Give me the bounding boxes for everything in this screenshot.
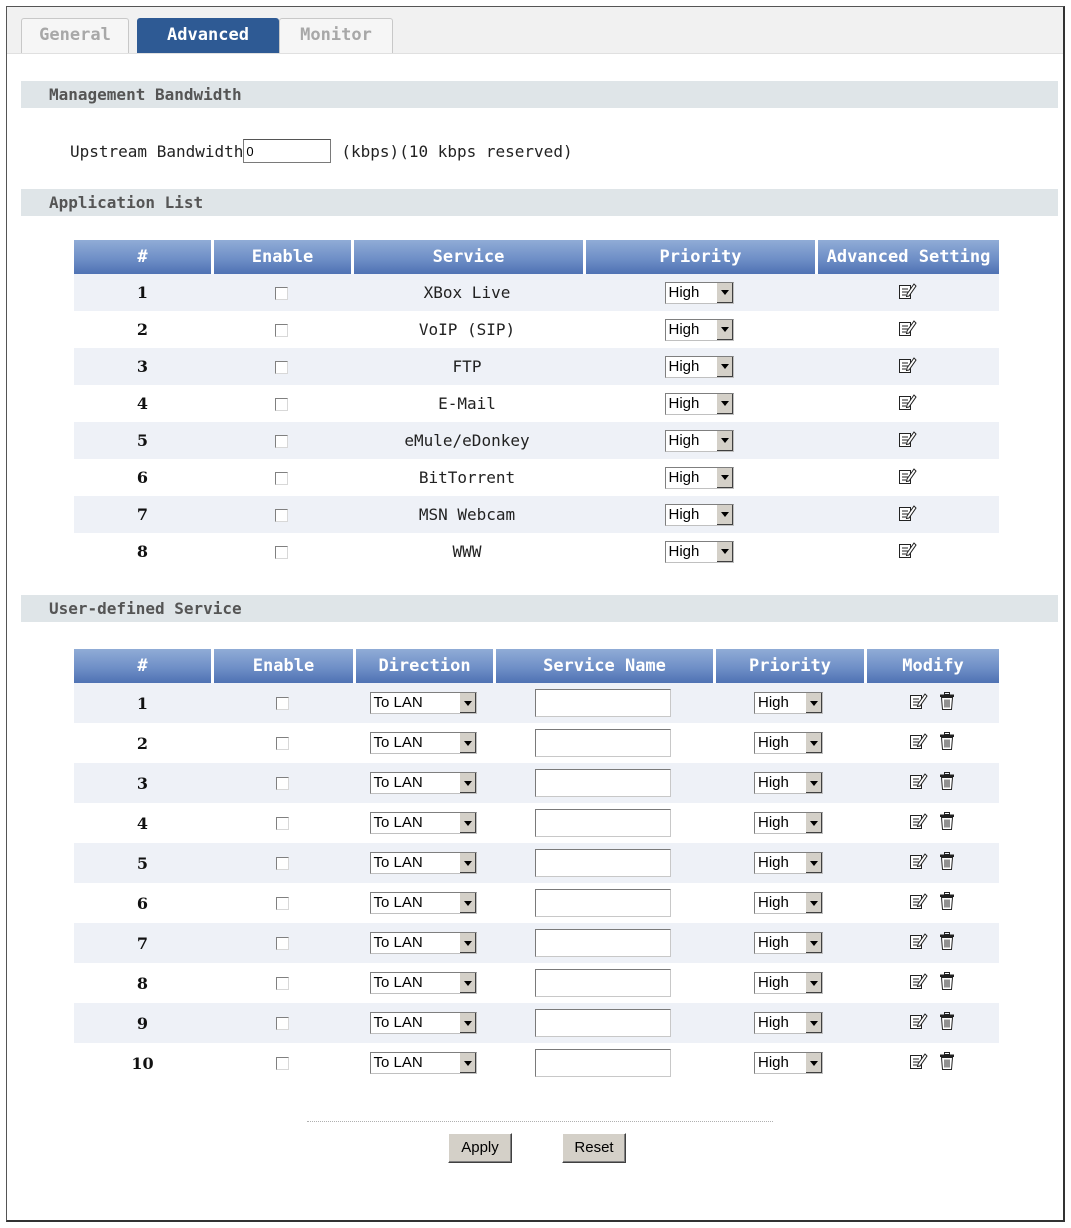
edit-icon[interactable] bbox=[897, 281, 917, 305]
row-number: 1 bbox=[136, 693, 149, 713]
direction-select[interactable] bbox=[370, 772, 477, 794]
edit-icon[interactable] bbox=[897, 503, 917, 527]
enable-checkbox[interactable] bbox=[276, 1057, 289, 1070]
table-row bbox=[74, 1043, 999, 1083]
priority-select-value: High bbox=[758, 734, 789, 751]
application-list-header bbox=[74, 240, 999, 274]
direction-select[interactable] bbox=[370, 892, 477, 914]
priority-select-value: High bbox=[758, 694, 789, 711]
edit-icon[interactable] bbox=[908, 771, 928, 795]
chevron-down-icon[interactable] bbox=[805, 813, 822, 833]
direction-select-value: To LAN bbox=[373, 814, 423, 831]
table-row bbox=[74, 459, 999, 496]
row-number: 5 bbox=[136, 431, 149, 450]
chevron-down-icon[interactable] bbox=[459, 973, 476, 993]
row-number: 4 bbox=[136, 813, 149, 833]
chevron-down-icon[interactable] bbox=[805, 693, 822, 713]
direction-select-value: To LAN bbox=[373, 934, 423, 951]
reset-button[interactable]: Reset bbox=[562, 1133, 626, 1163]
service-name: E-Mail bbox=[438, 394, 496, 413]
enable-checkbox[interactable] bbox=[275, 398, 288, 411]
table-row bbox=[74, 803, 999, 843]
enable-checkbox[interactable] bbox=[276, 897, 289, 910]
chevron-down-icon[interactable] bbox=[716, 468, 733, 488]
priority-select[interactable] bbox=[754, 692, 823, 714]
service-name-input[interactable] bbox=[535, 809, 671, 837]
service-name: VoIP (SIP) bbox=[418, 320, 516, 339]
col-number: # bbox=[74, 240, 211, 274]
priority-select-value: High bbox=[758, 934, 789, 951]
service-name: XBox Live bbox=[423, 283, 511, 302]
col-modify: Modify bbox=[864, 649, 999, 683]
priority-select-value: High bbox=[758, 974, 789, 991]
tab-general[interactable]: General bbox=[21, 18, 129, 53]
trash-icon[interactable] bbox=[938, 891, 956, 915]
chevron-down-icon[interactable] bbox=[459, 933, 476, 953]
table-row bbox=[74, 843, 999, 883]
priority-select[interactable] bbox=[665, 282, 734, 304]
section-application-list: Application List bbox=[21, 189, 1058, 216]
priority-select[interactable] bbox=[665, 504, 734, 526]
priority-select-value: High bbox=[758, 1054, 789, 1071]
enable-checkbox[interactable] bbox=[275, 287, 288, 300]
row-number: 5 bbox=[136, 853, 149, 873]
col-enable: Enable bbox=[211, 240, 351, 274]
col-priority: Priority bbox=[713, 649, 864, 683]
enable-checkbox[interactable] bbox=[276, 1017, 289, 1030]
row-number: 7 bbox=[136, 505, 149, 524]
col-number: # bbox=[74, 649, 211, 683]
edit-icon[interactable] bbox=[908, 891, 928, 915]
row-number: 3 bbox=[136, 357, 149, 376]
service-name: WWW bbox=[452, 542, 482, 561]
priority-select[interactable] bbox=[754, 852, 823, 874]
tab-monitor[interactable]: Monitor bbox=[279, 18, 393, 53]
enable-checkbox[interactable] bbox=[276, 937, 289, 950]
enable-checkbox[interactable] bbox=[276, 817, 289, 830]
enable-checkbox[interactable] bbox=[276, 777, 289, 790]
row-number: 8 bbox=[136, 973, 149, 993]
chevron-down-icon[interactable] bbox=[459, 773, 476, 793]
chevron-down-icon[interactable] bbox=[459, 853, 476, 873]
priority-select-value: High bbox=[758, 774, 789, 791]
direction-select[interactable] bbox=[370, 812, 477, 834]
chevron-down-icon[interactable] bbox=[716, 505, 733, 525]
trash-icon[interactable] bbox=[938, 1051, 956, 1075]
priority-select[interactable] bbox=[754, 892, 823, 914]
table-row bbox=[74, 533, 999, 570]
priority-select[interactable] bbox=[754, 772, 823, 794]
col-service-name: Service Name bbox=[493, 649, 713, 683]
row-number: 10 bbox=[131, 1053, 154, 1073]
table-row bbox=[74, 923, 999, 963]
enable-checkbox[interactable] bbox=[276, 977, 289, 990]
service-name-input[interactable] bbox=[535, 889, 671, 917]
service-name: BitTorrent bbox=[418, 468, 516, 487]
priority-select[interactable] bbox=[754, 932, 823, 954]
enable-checkbox[interactable] bbox=[276, 737, 289, 750]
priority-select-value: High bbox=[668, 542, 700, 560]
service-name-input[interactable] bbox=[535, 729, 671, 757]
chevron-down-icon[interactable] bbox=[805, 1053, 822, 1073]
service-name-input[interactable] bbox=[535, 689, 671, 717]
trash-icon[interactable] bbox=[938, 971, 956, 995]
priority-select-value: High bbox=[668, 357, 700, 375]
user-defined-service-table bbox=[74, 649, 999, 1083]
col-advanced-setting: Advanced Setting bbox=[815, 240, 999, 274]
priority-select[interactable] bbox=[665, 467, 734, 489]
priority-select-value: High bbox=[668, 505, 700, 523]
edit-icon[interactable] bbox=[908, 811, 928, 835]
row-number: 1 bbox=[136, 283, 149, 302]
col-enable: Enable bbox=[211, 649, 353, 683]
table-row bbox=[74, 348, 999, 385]
direction-select[interactable] bbox=[370, 1012, 477, 1034]
direction-select-value: To LAN bbox=[373, 734, 423, 751]
chevron-down-icon[interactable] bbox=[716, 394, 733, 414]
service-name: FTP bbox=[452, 357, 482, 376]
priority-select-value: High bbox=[668, 394, 700, 412]
service-name-input[interactable] bbox=[535, 849, 671, 877]
enable-checkbox[interactable] bbox=[275, 324, 288, 337]
chevron-down-icon[interactable] bbox=[716, 431, 733, 451]
enable-checkbox[interactable] bbox=[275, 361, 288, 374]
chevron-down-icon[interactable] bbox=[716, 283, 733, 303]
col-direction: Direction bbox=[353, 649, 493, 683]
enable-checkbox[interactable] bbox=[276, 857, 289, 870]
direction-select[interactable] bbox=[370, 852, 477, 874]
enable-checkbox[interactable] bbox=[275, 509, 288, 522]
service-name: eMule/eDonkey bbox=[404, 431, 530, 450]
direction-select-value: To LAN bbox=[373, 854, 423, 871]
user-defined-header bbox=[74, 649, 999, 683]
chevron-down-icon[interactable] bbox=[805, 973, 822, 993]
section-user-defined-service: User-defined Service bbox=[21, 595, 1058, 622]
priority-select[interactable] bbox=[665, 393, 734, 415]
service-name-input[interactable] bbox=[535, 929, 671, 957]
chevron-down-icon[interactable] bbox=[716, 542, 733, 562]
chevron-down-icon[interactable] bbox=[716, 357, 733, 377]
chevron-down-icon[interactable] bbox=[805, 893, 822, 913]
direction-select[interactable] bbox=[370, 932, 477, 954]
col-service: Service bbox=[351, 240, 583, 274]
direction-select-value: To LAN bbox=[373, 894, 423, 911]
upstream-bandwidth-label: Upstream Bandwidth bbox=[70, 141, 244, 161]
priority-select[interactable] bbox=[665, 541, 734, 563]
trash-icon[interactable] bbox=[938, 811, 956, 835]
tab-bar bbox=[7, 7, 1063, 54]
chevron-down-icon[interactable] bbox=[805, 773, 822, 793]
direction-select[interactable] bbox=[370, 692, 477, 714]
trash-icon[interactable] bbox=[938, 731, 956, 755]
direction-select-value: To LAN bbox=[373, 774, 423, 791]
priority-select-value: High bbox=[758, 894, 789, 911]
priority-select-value: High bbox=[758, 814, 789, 831]
application-list-table bbox=[74, 240, 999, 570]
enable-checkbox[interactable] bbox=[275, 435, 288, 448]
priority-select-value: High bbox=[758, 854, 789, 871]
table-row bbox=[74, 422, 999, 459]
table-row bbox=[74, 683, 999, 723]
qos-panel bbox=[6, 6, 1065, 1222]
row-number: 3 bbox=[136, 773, 149, 793]
chevron-down-icon[interactable] bbox=[805, 853, 822, 873]
table-row bbox=[74, 763, 999, 803]
chevron-down-icon[interactable] bbox=[459, 693, 476, 713]
edit-icon[interactable] bbox=[908, 851, 928, 875]
table-row bbox=[74, 883, 999, 923]
enable-checkbox[interactable] bbox=[275, 546, 288, 559]
service-name-input[interactable] bbox=[535, 1009, 671, 1037]
edit-icon[interactable] bbox=[908, 971, 928, 995]
upstream-bandwidth-row bbox=[70, 137, 573, 165]
edit-icon[interactable] bbox=[908, 731, 928, 755]
edit-icon[interactable] bbox=[897, 392, 917, 416]
chevron-down-icon[interactable] bbox=[459, 893, 476, 913]
direction-select[interactable] bbox=[370, 972, 477, 994]
service-name: MSN Webcam bbox=[418, 505, 516, 524]
edit-icon[interactable] bbox=[897, 540, 917, 564]
row-number: 9 bbox=[136, 1013, 149, 1033]
divider bbox=[307, 1121, 773, 1122]
service-name-input[interactable] bbox=[535, 769, 671, 797]
edit-icon[interactable] bbox=[908, 691, 928, 715]
trash-icon[interactable] bbox=[938, 1011, 956, 1035]
chevron-down-icon[interactable] bbox=[459, 1013, 476, 1033]
table-row bbox=[74, 311, 999, 348]
section-management-bandwidth: Management Bandwidth bbox=[21, 81, 1058, 108]
row-number: 7 bbox=[136, 933, 149, 953]
priority-select-value: High bbox=[668, 431, 700, 449]
direction-select-value: To LAN bbox=[373, 1014, 423, 1031]
edit-icon[interactable] bbox=[908, 1011, 928, 1035]
priority-select[interactable] bbox=[665, 319, 734, 341]
table-row bbox=[74, 496, 999, 533]
edit-icon[interactable] bbox=[897, 429, 917, 453]
row-number: 2 bbox=[136, 320, 149, 339]
table-row bbox=[74, 385, 999, 422]
service-name-input[interactable] bbox=[535, 1049, 671, 1077]
chevron-down-icon[interactable] bbox=[459, 733, 476, 753]
upstream-unit-note: (kbps)(10 kbps reserved) bbox=[341, 141, 573, 161]
edit-icon[interactable] bbox=[908, 931, 928, 955]
direction-select[interactable] bbox=[370, 732, 477, 754]
table-row bbox=[74, 274, 999, 311]
chevron-down-icon[interactable] bbox=[805, 1013, 822, 1033]
priority-select[interactable] bbox=[754, 812, 823, 834]
edit-icon[interactable] bbox=[897, 355, 917, 379]
trash-icon[interactable] bbox=[938, 771, 956, 795]
trash-icon[interactable] bbox=[938, 931, 956, 955]
enable-checkbox[interactable] bbox=[276, 697, 289, 710]
service-name-input[interactable] bbox=[535, 969, 671, 997]
priority-select-value: High bbox=[758, 1014, 789, 1031]
row-number: 4 bbox=[136, 394, 149, 413]
priority-select[interactable] bbox=[754, 1012, 823, 1034]
apply-button[interactable]: Apply bbox=[448, 1133, 512, 1163]
row-number: 8 bbox=[136, 542, 149, 561]
edit-icon[interactable] bbox=[908, 1051, 928, 1075]
priority-select[interactable] bbox=[665, 430, 734, 452]
direction-select-value: To LAN bbox=[373, 974, 423, 991]
trash-icon[interactable] bbox=[938, 851, 956, 875]
table-row bbox=[74, 723, 999, 763]
priority-select-value: High bbox=[668, 320, 700, 338]
tab-advanced[interactable]: Advanced bbox=[137, 18, 279, 53]
priority-select-value: High bbox=[668, 283, 700, 301]
direction-select-value: To LAN bbox=[373, 1054, 423, 1071]
edit-icon[interactable] bbox=[897, 318, 917, 342]
priority-select[interactable] bbox=[754, 732, 823, 754]
direction-select[interactable] bbox=[370, 1052, 477, 1074]
chevron-down-icon[interactable] bbox=[716, 320, 733, 340]
table-row bbox=[74, 1003, 999, 1043]
enable-checkbox[interactable] bbox=[275, 472, 288, 485]
table-row bbox=[74, 963, 999, 1003]
priority-select-value: High bbox=[668, 468, 700, 486]
edit-icon[interactable] bbox=[897, 466, 917, 490]
chevron-down-icon[interactable] bbox=[805, 933, 822, 953]
row-number: 6 bbox=[136, 468, 149, 487]
chevron-down-icon[interactable] bbox=[805, 733, 822, 753]
row-number: 6 bbox=[136, 893, 149, 913]
priority-select[interactable] bbox=[754, 1052, 823, 1074]
trash-icon[interactable] bbox=[938, 691, 956, 715]
chevron-down-icon[interactable] bbox=[459, 813, 476, 833]
row-number: 2 bbox=[136, 733, 149, 753]
priority-select[interactable] bbox=[665, 356, 734, 378]
col-priority: Priority bbox=[583, 240, 815, 274]
direction-select-value: To LAN bbox=[373, 694, 423, 711]
priority-select[interactable] bbox=[754, 972, 823, 994]
upstream-bandwidth-input[interactable] bbox=[243, 139, 331, 163]
chevron-down-icon[interactable] bbox=[459, 1053, 476, 1073]
